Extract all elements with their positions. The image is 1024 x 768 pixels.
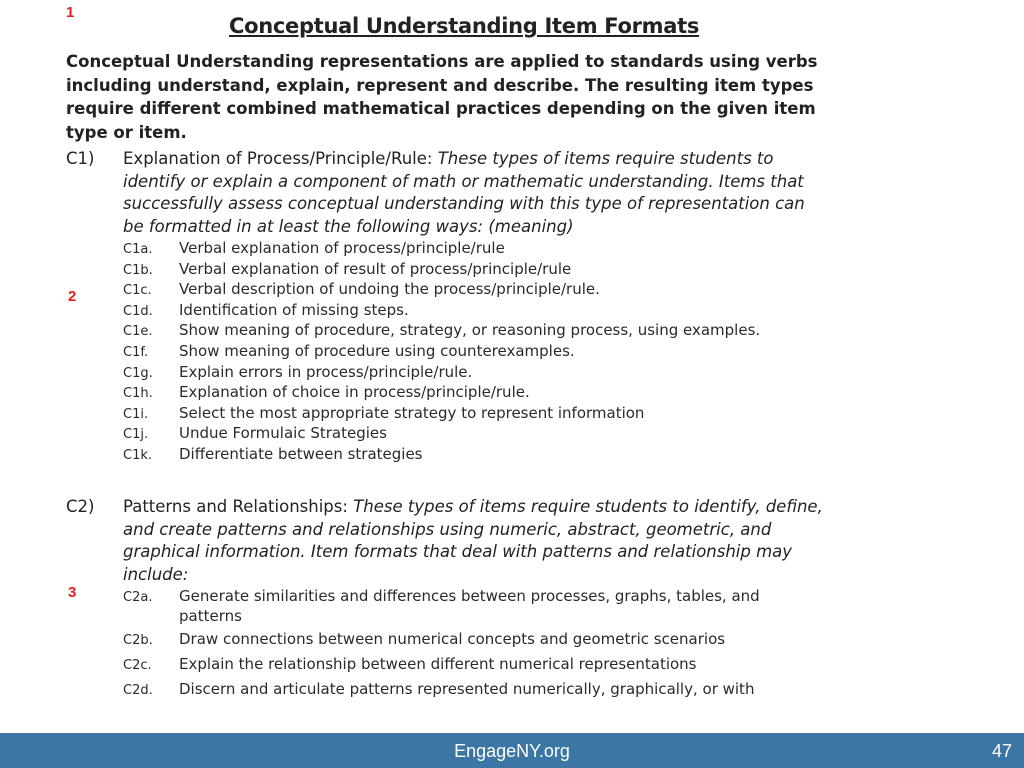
list-item <box>123 586 826 626</box>
section-heading: Patterns and Relationships: <box>123 497 348 516</box>
section-heading: Explanation of Process/Principle/Rule: <box>123 149 433 168</box>
list-item <box>123 320 826 341</box>
section-header <box>66 148 826 238</box>
section-code: C2) <box>66 497 95 516</box>
item-text: Generate similarities and differences between processes, graphs, tables, and patterns <box>179 587 760 625</box>
item-code: C1a. <box>123 242 153 257</box>
item-text: Show meaning of procedure using counterexamples. <box>179 341 575 360</box>
list-item <box>123 341 826 362</box>
item-code: C1f. <box>123 344 149 360</box>
item-text: Show meaning of procedure, strategy, or reasoning process, using examples. <box>179 321 761 340</box>
list-item <box>123 300 826 321</box>
item-code: C1h. <box>123 386 153 402</box>
section-description: These types of items require students to identify or explain a component of math or mathematic understanding. Items that successfully assess conceptual understanding with this type of representation can be formatted in at least the following ways: (meaning) <box>123 149 805 236</box>
item-code: C1c. <box>123 283 152 299</box>
item-text: Explanation of choice in process/principle/rule. <box>179 383 530 402</box>
footer-site: EngageNY.org <box>454 741 570 761</box>
footer-bar <box>0 733 1024 768</box>
item-text: Explain errors in process/principle/rule. <box>179 362 473 381</box>
item-text: Select the most appropriate strategy to represent information <box>179 403 645 422</box>
section-code: C1) <box>66 149 95 168</box>
item-text: Differentiate between strategies <box>179 444 423 463</box>
item-code: C1i. <box>123 406 149 422</box>
item-text: Identification of missing steps. <box>179 300 409 319</box>
list-item <box>123 679 826 701</box>
section-heading-text <box>123 148 823 238</box>
item-code: C2c. <box>123 658 152 673</box>
item-text: Verbal explanation of process/principle/rule <box>179 239 505 257</box>
item-text: Undue Formulaic Strategies <box>179 424 387 443</box>
list-item <box>123 362 826 383</box>
list-item <box>123 382 826 403</box>
item-text: Discern and articulate patterns represented numerically, graphically, or with <box>179 680 755 698</box>
list-item <box>123 259 826 280</box>
item-text: Verbal description of undoing the process/principle/rule. <box>179 280 600 299</box>
list-item <box>123 629 826 651</box>
item-code: C1g. <box>123 365 153 381</box>
intro-paragraph: Conceptual Understanding representations are applied to standards using verbs including understand, explain, represent and describe. The resulting item types require different combined mathematical practices depending on the given item type or item. <box>66 52 818 142</box>
slide-marker-2: 2 <box>68 288 77 305</box>
section-c1 <box>66 148 826 465</box>
item-text: Verbal explanation of result of process/principle/rule <box>179 259 572 278</box>
list-item <box>123 279 826 300</box>
section-heading-text <box>123 496 823 586</box>
item-code: C2a. <box>123 590 153 605</box>
item-code: C2b. <box>123 633 153 648</box>
item-text: Explain the relationship between different numerical representations <box>179 655 697 673</box>
item-code: C2d. <box>123 683 153 698</box>
item-code: C1b. <box>123 262 153 278</box>
item-text: Draw connections between numerical concepts and geometric scenarios <box>179 630 726 648</box>
section-c2 <box>66 496 826 704</box>
list-item <box>123 403 826 424</box>
list-item <box>123 444 826 465</box>
item-list <box>123 238 826 465</box>
list-item <box>123 654 826 676</box>
item-list <box>123 586 826 701</box>
item-code: C1e. <box>123 324 153 340</box>
list-item <box>123 238 826 259</box>
item-code: C1k. <box>123 447 153 463</box>
slide-marker-3: 3 <box>68 584 77 601</box>
page-title: Conceptual Understanding Item Formats <box>229 14 700 38</box>
item-code: C1d. <box>123 303 153 319</box>
section-header <box>66 496 826 586</box>
list-item <box>123 423 826 444</box>
slide-marker-1: 1 <box>66 4 75 21</box>
page-number: 47 <box>991 741 1012 761</box>
section-description: These types of items require students to identify, define, and create patterns and relationships using numeric, abstract, geometric, and graphical information. Item formats that deal with patterns and relationship may include: <box>123 497 823 584</box>
item-code: C1j. <box>123 427 149 443</box>
